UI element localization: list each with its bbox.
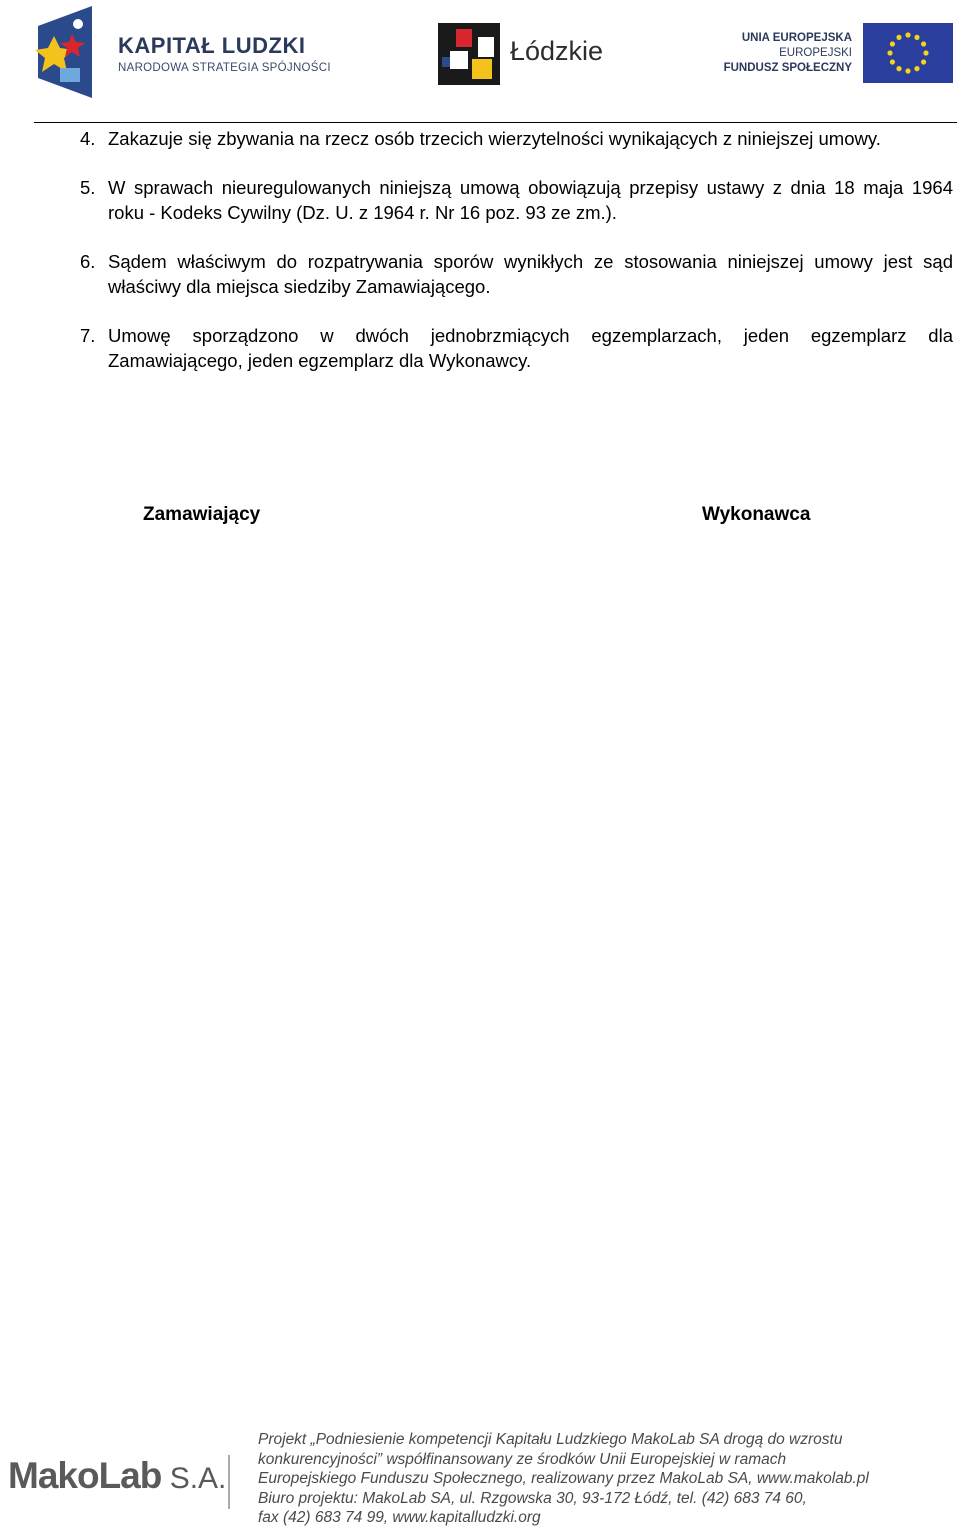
footer-line: Europejskiego Funduszu Społecznego, realizowany przez MakoLab SA, www.makolab.pl — [258, 1470, 869, 1487]
contract-clauses — [80, 126, 953, 397]
clause-7 — [80, 323, 953, 373]
eu-line-3: FUNDUSZ SPOŁECZNY — [723, 62, 852, 74]
makolab-logo — [8, 1455, 226, 1497]
clause-text: Sądem właściwym do rozpatrywania sporów wynikłych ze stosowania niniejszej umowy jest sąd właściwy dla miejsca siedziby Zamawiającego. — [108, 251, 953, 297]
eu-flag-icon — [863, 23, 953, 83]
signature-contractor: Wykonawca — [702, 504, 811, 525]
eu-line-1: UNIA EUROPEJSKA — [741, 32, 852, 44]
clause-number: 4. — [80, 128, 96, 149]
footer-separator — [228, 1455, 230, 1509]
footer-line: Projekt „Podniesienie kompetencji Kapitału Ludzkiego MakoLab SA drogą do wzrostu — [258, 1431, 843, 1448]
clause-5 — [80, 175, 953, 225]
eu-line-2: EUROPEJSKI — [779, 47, 852, 59]
footer-line: fax (42) 683 74 99, www.kapitalludzki.org — [258, 1509, 541, 1526]
makolab-logo-sa: S.A. — [161, 1462, 227, 1495]
header-divider — [34, 122, 957, 123]
kapital-ludzki-subtitle: NARODOWA STRATEGIA SPÓJNOŚCI — [118, 62, 331, 74]
clause-text: Zakazuje się zbywania na rzecz osób trzecich wierzytelności wynikających z niniejszej umowy. — [108, 128, 881, 149]
page-header — [0, 0, 960, 122]
kapital-ludzki-title: KAPITAŁ LUDZKI — [118, 33, 306, 58]
lodzkie-logo — [438, 23, 500, 85]
makolab-logo-main: MakoLab — [8, 1455, 162, 1496]
signature-client: Zamawiający — [143, 504, 261, 525]
footer-line: Biuro projektu: MakoLab SA, ul. Rzgowska 30, 93-172 Łódź, tel. (42) 683 74 60, — [258, 1489, 807, 1507]
lodzkie-title: Łódzkie — [510, 36, 604, 66]
clause-number: 6. — [80, 251, 96, 272]
clause-number: 5. — [80, 177, 96, 198]
clause-text: W sprawach nieuregulowanych niniejszą umową obowiązują przepisy ustawy z dnia 18 maja 1964 roku - Kodeks Cywilny (Dz. U. z 1964 r. Nr 16 poz. 93 ze zm.). — [108, 177, 953, 223]
clause-4 — [80, 126, 953, 151]
clause-number: 7. — [80, 325, 96, 346]
eu-label — [720, 31, 852, 76]
clause-text: Umowę sporządzono w dwóch jednobrzmiących egzemplarzach, jeden egzemplarz dla Zamawiającego, jeden egzemplarz dla Wykonawcy. — [108, 325, 953, 371]
clause-6 — [80, 249, 953, 299]
footer-line: konkurencyjności” współfinansowany ze środków Unii Europejskiej w ramach — [258, 1450, 787, 1468]
footer-project-info — [258, 1430, 958, 1528]
kapital-ludzki-logo — [34, 6, 96, 98]
